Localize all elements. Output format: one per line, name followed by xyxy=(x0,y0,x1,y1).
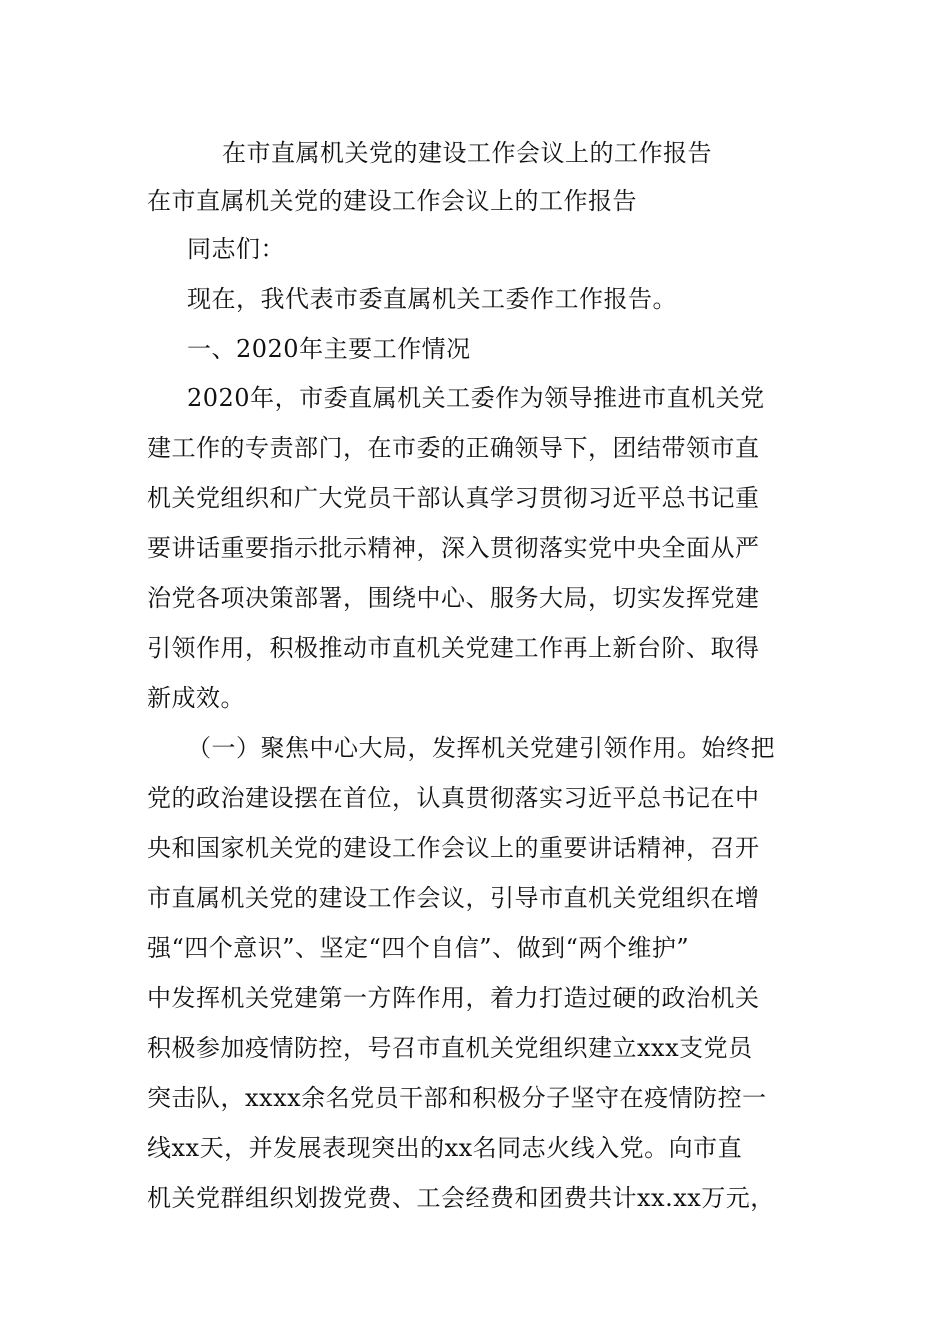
body-line: 建工作的专责部门，在市委的正确领导下，团结带领市直 xyxy=(147,434,760,462)
body-line: 央和国家机关党的建设工作会议上的重要讲话精神，召开 xyxy=(147,834,760,862)
body-line: （一）聚焦中心大局，发挥机关党建引领作用。始终把 xyxy=(187,734,775,762)
document-title: 在市直属机关党的建设工作会议上的工作报告 xyxy=(222,139,712,167)
body-line: 要讲话重要指示批示精神，深入贯彻落实党中央全面从严 xyxy=(147,534,760,562)
body-line: 突击队，xxxx余名党员干部和积极分子坚守在疫情防控一 xyxy=(147,1084,767,1112)
body-line: 治党各项决策部署，围绕中心、服务大局，切实发挥党建 xyxy=(147,584,760,612)
body-line: 新成效。 xyxy=(147,684,245,712)
body-line: 机关党群组织划拨党费、工会经费和团费共计xx.xx万元， xyxy=(147,1184,775,1212)
body-line: 党的政治建设摆在首位，认真贯彻落实习近平总书记在中 xyxy=(147,784,760,812)
section-heading: 一、2020年主要工作情况 xyxy=(187,335,471,363)
body-line: 线xx天，并发展表现突出的xx名同志火线入党。向市直 xyxy=(147,1134,743,1162)
greeting: 同志们： xyxy=(187,235,285,263)
body-line: 强“四个意识”、坚定“四个自信”、做到“两个维护” xyxy=(147,934,690,962)
body-line: 引领作用，积极推动市直机关党建工作再上新台阶、取得 xyxy=(147,634,760,662)
body-line: 中发挥机关党建第一方阵作用，着力打造过硬的政治机关 xyxy=(147,984,760,1012)
document-subtitle: 在市直属机关党的建设工作会议上的工作报告 xyxy=(147,187,637,215)
body-line: 2020年，市委直属机关工委作为领导推进市直机关党 xyxy=(187,384,765,412)
intro-paragraph: 现在，我代表市委直属机关工委作工作报告。 xyxy=(187,285,677,313)
body-line: 积极参加疫情防控，号召市直机关党组织建立xxx支党员 xyxy=(147,1034,753,1062)
body-line: 机关党组织和广大党员干部认真学习贯彻习近平总书记重 xyxy=(147,484,760,512)
body-line: 市直属机关党的建设工作会议，引导市直机关党组织在增 xyxy=(147,884,760,912)
